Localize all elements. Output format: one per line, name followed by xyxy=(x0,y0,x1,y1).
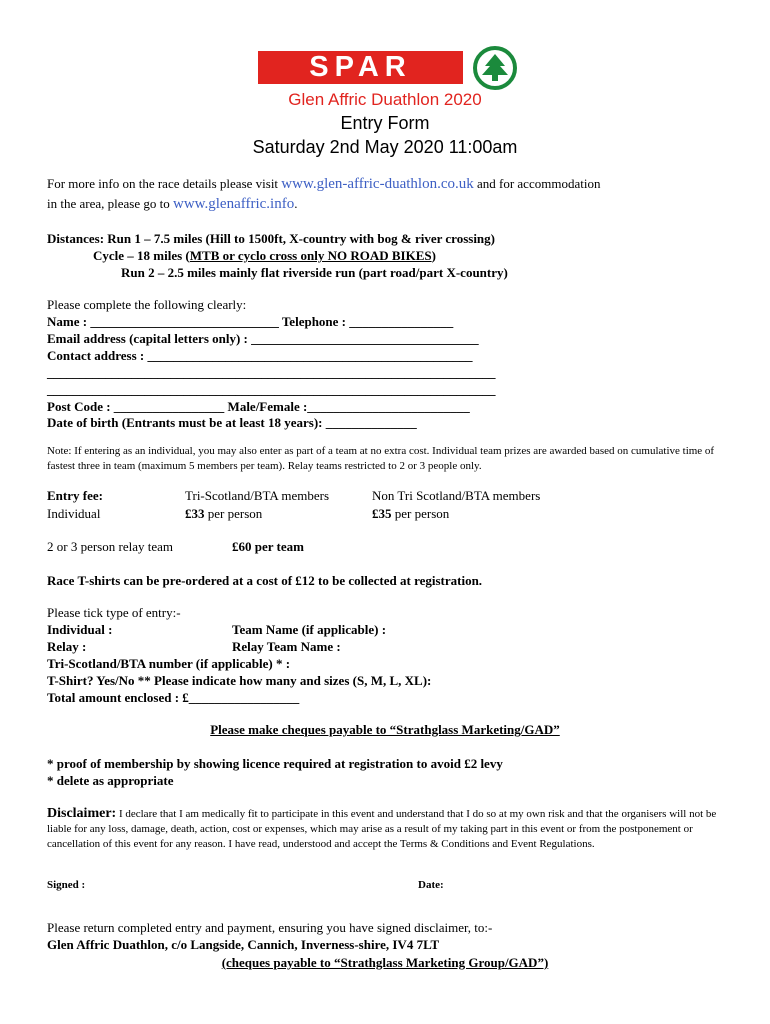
team-note: Note: If entering as an individual, you may also enter as part of a team at no extra cost. Individual team prizes are awarded based on cumulative time of fastest three in team (maximum 5 members per team). Relay teams restricted to 2 or 3 people only. xyxy=(47,445,715,472)
non-member-amount: £35 xyxy=(372,506,392,521)
contact-address-field[interactable]: Contact address : __________________________________________________ xyxy=(47,348,473,363)
spar-logo xyxy=(258,46,520,86)
signature-field[interactable]: Signed : xyxy=(47,879,86,891)
email-field[interactable]: Email address (capital letters only) : ___________________________________ xyxy=(47,331,479,346)
race-website-link[interactable]: www.glen-affric-duathlon.co.uk xyxy=(281,176,474,192)
tri-member-amount: £33 xyxy=(185,506,205,521)
cheques-payable-note: Please make cheques payable to “Strathglass Marketing/GAD” xyxy=(210,722,560,737)
intro-text: in the area, please go to xyxy=(47,196,173,211)
distance-cycle-text: Cycle – 18 miles ( xyxy=(93,248,190,263)
name-telephone-field[interactable]: Name : _____________________________ Telephone : ________________ xyxy=(47,314,454,329)
spar-logo-word: SPAR xyxy=(309,51,412,83)
disclaimer-label: Disclaimer: xyxy=(47,806,117,821)
intro-text: For more info on the race details please visit xyxy=(47,176,282,191)
disclaimer-text: I declare that I am medically fit to participate in this event and understand that I do so at my own risk and that the organisers will not be liable for any loss, damage, death, action, cost or expenses, which may arise as a result of my taking part in this event or from the postponement or cancellation of this event for any reason. I have read, understood and accept the Terms & Conditions and Event Regulations. xyxy=(47,808,717,850)
distance-run1 xyxy=(47,231,495,247)
tri-member-price xyxy=(185,506,262,522)
total-amount-field[interactable]: Total amount enclosed : £_________________ xyxy=(47,690,300,705)
disclaimer xyxy=(47,806,727,852)
cheques-payable-footer: (cheques payable to “Strathglass Marketing Group/GAD”) xyxy=(221,955,549,970)
individual-fee-label: Individual xyxy=(47,506,101,521)
tshirt-order-field[interactable]: T-Shirt? Yes/No ** Please indicate how many and sizes (S, M, L, XL): xyxy=(47,673,432,688)
contact-address-line-3[interactable]: _____________________________________________________________________ xyxy=(47,382,496,397)
intro-line-1 xyxy=(47,176,600,193)
non-member-heading: Non Tri Scotland/BTA members xyxy=(372,488,541,503)
membership-proof-note: * proof of membership by showing licence required at registration to avoid £2 levy xyxy=(47,756,503,771)
relay-fee-price: £60 per team xyxy=(232,539,304,554)
postcode-gender-field[interactable]: Post Code : _________________ Male/Female :_________________________ xyxy=(47,399,470,414)
return-instructions: Please return completed entry and payment, ensuring you have signed disclaimer, to:- xyxy=(47,920,493,935)
date-of-birth-field[interactable]: Date of birth (Entrants must be at least 18 years): ______________ xyxy=(47,415,417,430)
tshirt-note: Race T-shirts can be pre-ordered at a cost of £12 to be collected at registration. xyxy=(47,573,483,588)
return-address: Glen Affric Duathlon, c/o Langside, Cannich, Inverness-shire, IV4 7LT xyxy=(47,937,440,952)
event-title: Glen Affric Duathlon 2020 xyxy=(288,90,482,109)
non-member-price xyxy=(372,506,449,522)
distance-cycle xyxy=(93,248,436,264)
accommodation-link[interactable]: www.glenaffric.info xyxy=(172,196,295,212)
distance-cycle-restriction: MTB or cyclo cross only NO ROAD BIKES xyxy=(189,248,432,263)
tree-icon xyxy=(470,46,520,90)
intro-text: and for accommodation xyxy=(473,176,601,191)
distance-cycle-text: ) xyxy=(431,248,436,263)
relay-fee-label: 2 or 3 person relay team xyxy=(47,539,173,554)
non-member-unit: per person xyxy=(391,506,450,521)
tri-member-unit: per person xyxy=(204,506,263,521)
personal-prompt: Please complete the following clearly: xyxy=(47,297,247,312)
relay-checkbox[interactable]: Relay : xyxy=(47,639,87,654)
relay-team-name-field[interactable]: Relay Team Name : xyxy=(232,639,341,654)
form-title: Entry Form xyxy=(340,113,430,133)
delete-note: * delete as appropriate xyxy=(47,773,174,788)
individual-checkbox[interactable]: Individual : xyxy=(47,622,113,637)
tri-number-field[interactable]: Tri-Scotland/BTA number (if applicable) * : xyxy=(47,656,291,671)
distance-run1-text: Run 1 – 7.5 miles (Hill to 1500ft, X-country with bog & river crossing) xyxy=(107,231,495,246)
contact-address-line-2[interactable]: _____________________________________________________________________ xyxy=(47,365,496,380)
spar-logo-box xyxy=(258,51,463,84)
event-date: Saturday 2nd May 2020 11:00am xyxy=(252,137,518,157)
distances-label: Distances: xyxy=(47,231,108,246)
date-field[interactable]: Date: xyxy=(418,879,444,891)
entry-type-prompt: Please tick type of entry:- xyxy=(47,605,181,620)
distance-run2: Run 2 – 2.5 miles mainly flat riverside run (part road/part X-country) xyxy=(121,265,508,280)
intro-text: . xyxy=(294,196,298,211)
entry-fee-label: Entry fee: xyxy=(47,488,103,503)
intro-line-2 xyxy=(47,196,297,213)
team-name-field[interactable]: Team Name (if applicable) : xyxy=(232,622,387,637)
tri-member-heading: Tri-Scotland/BTA members xyxy=(185,488,330,503)
